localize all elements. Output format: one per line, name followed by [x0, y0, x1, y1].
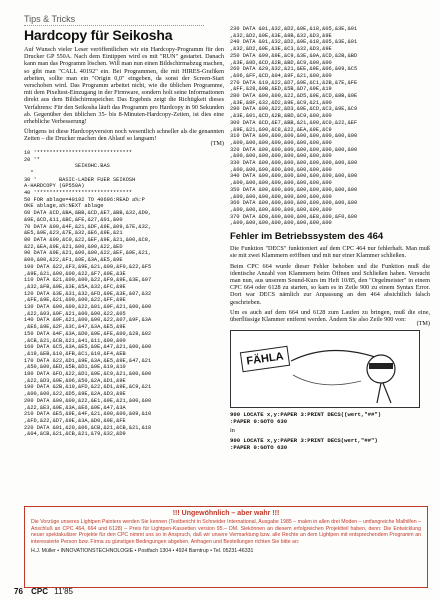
page-footer	[14, 587, 434, 596]
page-number: 76	[14, 587, 23, 596]
ad-body: Die Vorzüge unseres Lightpen Painters werden Sie kennen (Testbericht in Schneider International, Ausgabe 1985 – malen in allen drei Moden – umfangreiche Malhilfen – Anschluß an CPC 464, 664 und 6128) – Preis für Lightpen-Kassetten version 95.– DM. Siekönnen an diesem erfolgreichen Projektteil haben, denn: Die Entwicklung neuer spektakulärer Projekte für den CPC nimmt uns so in Anspruch, daß wir unsere Vermarktung bzw. alle Rechte an dem Lightpen mit entsprechendem Programm an interessierte Person bzw. Firma zu günstigen Bedingungen abgeben. Anfragen und Bestellungen richten Sie bitte an:	[31, 519, 421, 545]
article2-paragraph-2: Beim CPC 664 wurde dieser Fehler behoben und die Funktion muß die identische Anzahl von Klammern beim Öffnen und Schließen haben. Versucht man nun, aus unserem Sound-Kurs im Heft 10/85, den "Orgelmeister" in einem CPC 664 oder 6128 zu starten, so kam es in Zeile 900 zu einem Syntax Error. Dort war DECS nämlich zur Anpassung an den 464 absichtlich falsch geschrieben.	[230, 262, 430, 306]
article-paragraph-1: Auf Wunsch vieler Leser veröffentlichen wir ein Hardcopy-Programm für den Drucker GP 550A. Nach dem Eintippen wird es mit "RUN" gestartet. Danach kann man das Programm löschen. Will man nun einen Bildschirmabzug machen, so gibt man "CALL 40192" ein. Bei Programmen, die mit HIRES-Grafiken arbeiten, sollte man ein "Origin 0,0" eingeben, da sonst der Screen-Start verschoben wird. Das Programm arbeitet nicht, wie die üblichen Programme, mit dem Pixeltest-Einzugang in der Firmware, sondern holt seine Informationen direkt aus dem Bildschirmspeicher. Das Ergebnis zeigt die Richtigkeit dieses Verfahrens: Für den Seikosha läuft das Programm pro Hardcopy in 90 Sekunden ab. Gegenüber den üblichen 35- bis 8-Minuten-Hardcopy-Zeiten, ist dies eine erhebliche Verbesserung!	[24, 46, 224, 126]
magazine-name: CPC	[31, 587, 49, 596]
code-line-from: 900 LOCATE x,y:PAPER 3:PRINT DECS((wert,"##") :PAPER 0:GOTO 630	[230, 411, 382, 426]
right-column	[230, 26, 430, 451]
basic-listing-left: 10 '****************************** 20 '* SEIKOHC.BAS * 30 ' BASIC-LADER FUER SEIKOSH A-HARDCOPY (GP550A) 40 '****************************** 50 FOR ablage=40192 TO 40696:READ a%:P OKE ablage,a%:NEXT ablage 60 DATA &CD,&BA,&BB,&CD,&E7,&BB,&32,&D0, &9E,&CD,&11,&BC,&FE,&27,&01,&00 70 DATA &00,&4F,&21,&DF,&9E,&09,&7E,&32, &E5,&9E,&23,&7E,&32,&E6,&9E,&21 80 DATA &00,&C0,&22,&EF,&9E,&21,&00,&C8, &22,&EA,&9E,&21,&00,&00,&22,&ED 90 DATA &9E,&21,&00,&00,&22,&EF,&9E,&21, &00,&00,&22,&F1,&9E,&3A,&E5,&9E 100 DATA &22,&F3,&9E,&21,&00,&F0,&22,&F5 ,&9E,&21,&00,&00,&22,&F7,&9E,&3E 110 DATA &21,&00,&00,&22,&F9,&9E,&3E,&07 ,&32,&FB,&9E,&3E,&5A,&32,&FC,&9E 120 DATA &3E,&31,&32,&FD,&9E,&3E,&07,&32 ,&FE,&9E,&21,&00,&00,&22,&FF,&9E 130 DATA &00,&00,&22,&01,&9F,&21,&00,&00 ,&22,&03,&9F,&21,&00,&00,&22,&05 140 DATA &9F,&21,&00,&00,&22,&07,&9F,&3A ,&E6,&9E,&2F,&3C,&47,&3A,&E5,&9E 150 DATA &4F,&3A,&D0,&9E,&FE,&00,&28,&02 ,&CB,&21,&CB,&21,&41,&11,&00,&00 160 DATA &C5,&3A,&E5,&9E,&47,&21,&00,&00 ,&19,&EB,&10,&FB,&C1,&10,&F4,&EB 170 DATA &22,&D1,&9E,&3A,&E5,&9E,&47,&21 ,&50,&00,&ED,&5B,&D1,&9E,&19,&10 180 DATA &FD,&22,&D1,&9E,&C9,&21,&00,&00 ,&22,&D3,&9E,&06,&50,&2A,&D1,&9E 190 DATA &2B,&10,&FD,&22,&D1,&9E,&C9,&21 ,&00,&00,&22,&D5,&9E,&2A,&D3,&9E 200 DATA &00,&00,&22,&E1,&9E,&21,&00,&00 ,&22,&E3,&9E,&3A,&E6,&9E,&47,&3A 210 DATA &E5,&9E,&4F,&21,&00,&00,&09,&10 ,&FD,&22,&D7,&9E,&3A,&D0,&9E,&FE 220 DATA &01,&20,&06,&CB,&21,&CB,&21,&18 ,&04,&CB,&21,&CB,&21,&79,&32,&D9	[24, 149, 152, 438]
article2-title: Fehler im Betriebssystem des 464	[230, 231, 384, 243]
article2-paragraph-1: Die Funktion "DECS" funktioniert auf dem CPC 464 nur fehlerhaft. Man muß sie mit zwei Klammern eröffnen und mit nur einer Klammer schließen.	[230, 245, 430, 260]
bug-cartoon-icon	[231, 331, 419, 407]
code-line-to: 900 LOCATE x,y:PAPER 3:PRINT DECS(wert,"##") :PAPER 0:GOTO 630	[230, 436, 378, 451]
cartoon-illustration	[230, 330, 420, 408]
advertisement-box	[24, 506, 428, 588]
section-tag: Tips & Tricks	[24, 14, 204, 26]
ad-contact: H.J. Müller • INNOVATIONSTECHNOLOGIE • Postfach 1304 • 4924 Barntrup • Tel. 05231-46331	[31, 548, 254, 555]
cartoon-sign: FÄHLA	[240, 346, 290, 372]
article2-paragraph-3: Um es auch auf dem 664 und 6128 zum Laufen zu bringen, muß die eine, überflüssige Klammer entfernt werden. Ändern Sie also Zeile 900 von:	[230, 308, 430, 323]
ad-title: !!! Ungewöhnlich – aber wahr !!!	[172, 510, 280, 517]
left-column	[24, 14, 224, 438]
article2-signature: (TM)	[416, 320, 430, 328]
basic-listing-right: 230 DATA &01,&32,&D2,&9E,&18,&05,&3E,&01 ,&32,&D2,&9E,&3E,&8B,&32,&D3,&9E 240 DATA &01,&32,&D2,&9E,&18,&05,&3E,&01 ,&32,&D2,&9E,&3E,&C3,&32,&D3,&9E 250 DATA &99,&9E,&C9,&3E,&0A,&CD,&2B,&BD ,&3E,&0D,&CD,&2B,&BD,&C9,&00,&00 260 DATA &29,&32,&21,&EE,&9E,&06,&09,&C5 ,&06,&FF,&CD,&04,&9F,&21,&00,&00 270 DATA &19,&22,&D7,&9E,&C1,&2B,&7E,&FE ,&FF,&28,&0B,&ED,&5B,&D7,&9E,&19 280 DATA &00,&00,&22,&D5,&9E,&CD,&8B,&9E ,&3E,&8F,&32,&D2,&9E,&C9,&21,&00 290 DATA &00,&22,&D3,&9E,&CD,&C3,&9E,&C9 ,&3E,&01,&CD,&2B,&BD,&C9,&00,&00 300 DATA &CD,&E7,&BB,&21,&00,&C0,&22,&EF ,&9E,&21,&00,&C8,&22,&EA,&9E,&C9 310 DATA &00,&00,&00,&00,&00,&00,&00,&00 ,&00,&00,&00,&00,&00,&00,&00,&00 320 DATA &00,&00,&00,&00,&00,&00,&00,&00 ,&00,&00,&00,&00,&00,&00,&00,&00 330 DATA &00,&00,&00,&00,&00,&00,&00,&00 ,&00,&00,&00,&00,&00,&00,&00,&00 340 DATA &00,&00,&00,&00,&00,&00,&00,&00 ,&00,&00,&00,&00,&00,&00,&00,&00 350 DATA &00,&00,&00,&00,&00,&00,&00,&00 ,&00,&00,&00,&00,&00,&00,&00,&00 360 DATA &00,&00,&00,&00,&00,&00,&00,&00 ,&00,&00,&00,&00,&00,&00,&00,&00 370 DATA &D8,&00,&00,&00,&E8,&00,&F0,&00 ,&00,&00,&00,&00,&00,&00,&00,&00	[230, 26, 358, 227]
article-title: Hardcopy für Seikosha	[24, 27, 173, 43]
article-signature: (TM)	[210, 139, 224, 147]
in-word: in	[230, 427, 235, 435]
article-paragraph-2: Übrigens ist diese Hardcopyversion noch wesentlich schneller als die genannten Zeiten – die Drucker machen den Ablauf so langsam!	[24, 128, 224, 143]
issue-date: 11'85	[54, 587, 73, 596]
